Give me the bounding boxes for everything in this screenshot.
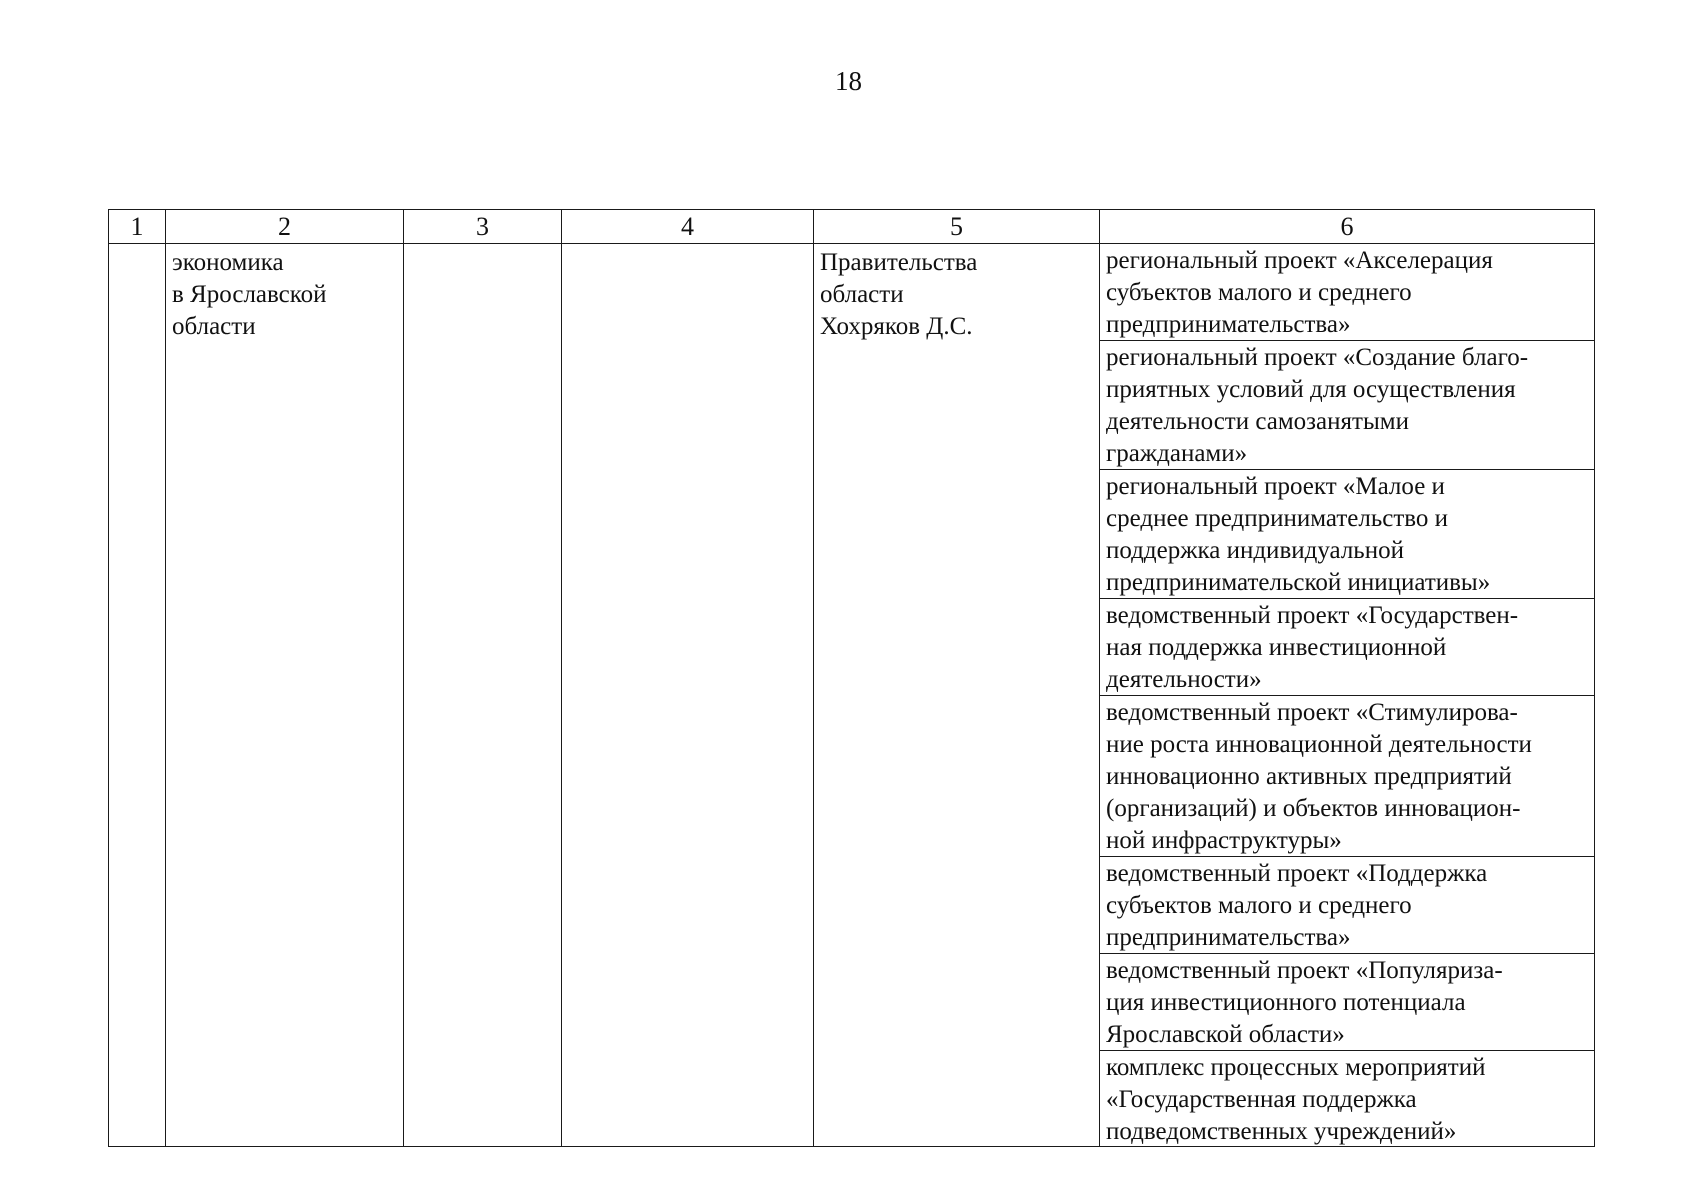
- project-item: ведомственный проект «Государствен- ная поддержка инвестиционной деятельности»: [1100, 599, 1594, 696]
- cell-col2: [166, 244, 404, 1147]
- cell-col1: [109, 244, 166, 1147]
- cell-col5: [814, 244, 1100, 1147]
- project-item: комплекс процессных мероприятий «Государственная поддержка подведомственных учреждений»: [1106, 1054, 1486, 1145]
- project-item: региональный проект «Создание благо- приятных условий для осуществления деятельности самозанятыми гражданами»: [1100, 341, 1594, 470]
- header-cell-1: 1: [109, 210, 166, 244]
- header-cell-4: 4: [562, 210, 814, 244]
- project-list: [1100, 244, 1594, 1146]
- project-item: региональный проект «Акселерация субъектов малого и среднего предпринимательства»: [1100, 244, 1594, 341]
- project-item: региональный проект «Малое и среднее предпринимательство и поддержка индивидуальной предпринимательской инициативы»: [1100, 470, 1594, 599]
- responsible-person-text: Правительства области Хохряков Д.С.: [820, 249, 978, 340]
- page-number: 18: [835, 66, 862, 96]
- table-row: [109, 244, 1595, 1147]
- header-cell-2: 2: [166, 210, 404, 244]
- cell-col6: [1100, 244, 1595, 1147]
- project-item: ведомственный проект «Поддержка субъектов малого и среднего предпринимательства»: [1100, 857, 1594, 954]
- responsible-area-text: экономика в Ярославской области: [172, 249, 327, 340]
- document-table: [108, 209, 1595, 1147]
- project-item: ведомственный проект «Популяриза- ция инвестиционного потенциала Ярославской области»: [1100, 954, 1594, 1051]
- cell-col4: [562, 244, 814, 1147]
- cell-col3: [404, 244, 562, 1147]
- project-item: ведомственный проект «Стимулирова- ние роста инновационной деятельности инновационно активных предприятий (организаций) и объектов инновацион- ной инфраструктуры»: [1100, 696, 1594, 857]
- table-header-row: [109, 210, 1595, 244]
- header-cell-6: 6: [1100, 210, 1595, 244]
- header-cell-5: 5: [814, 210, 1100, 244]
- header-cell-3: 3: [404, 210, 562, 244]
